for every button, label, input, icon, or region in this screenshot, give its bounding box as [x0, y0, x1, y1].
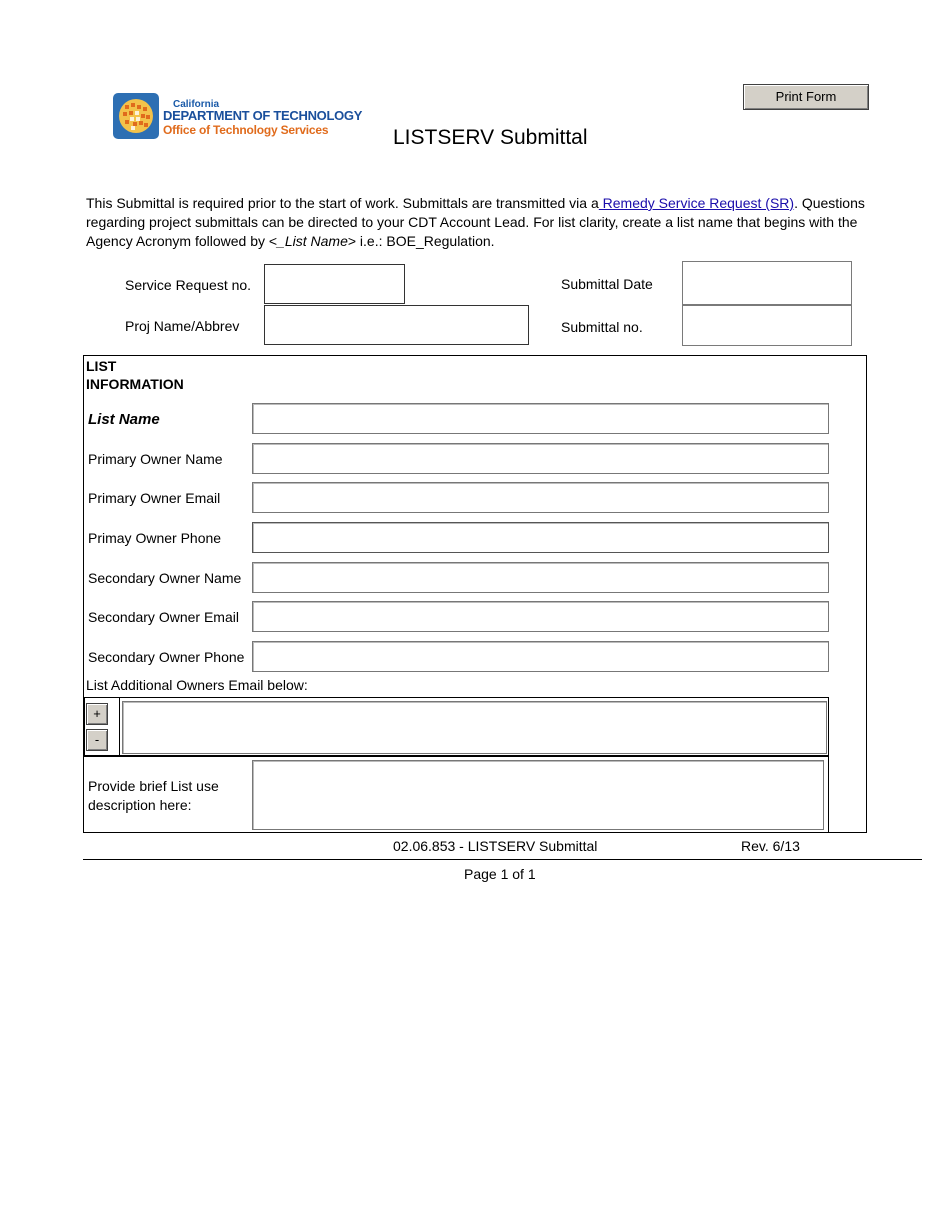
list-name-label: List Name — [88, 411, 160, 428]
print-form-button[interactable]: Print Form — [743, 84, 869, 110]
proj-name-input[interactable] — [264, 305, 529, 345]
proj-name-label: Proj Name/Abbrev — [125, 318, 240, 334]
submittal-date-label: Submittal Date — [561, 276, 653, 292]
secondary-owner-email-label: Secondary Owner Email — [88, 609, 239, 625]
secondary-owner-phone-input[interactable] — [252, 641, 829, 672]
intro-paragraph — [86, 194, 906, 251]
description-label: Provide brief List use description here: — [88, 778, 219, 813]
submittal-no-label: Submittal no. — [561, 319, 643, 335]
footer-divider — [83, 859, 922, 860]
logo-office-text: Office of Technology Services — [163, 123, 329, 137]
service-request-input[interactable] — [264, 264, 405, 304]
intro-text-1: This Submittal is required prior to the start of work. Submittals are transmitted via a — [86, 195, 599, 211]
remove-owner-button[interactable]: - — [86, 729, 108, 751]
logo-state-text: California — [173, 99, 220, 110]
intro-text-2: . Questions regarding project submittals can be directed to your CDT Account Lead. For list clarity, create a list name that begins with the Agency Acronym followed by < — [86, 195, 865, 249]
additional-owners-input[interactable] — [122, 701, 827, 754]
revision: Rev. 6/13 — [741, 838, 800, 854]
primary-owner-phone-input[interactable] — [252, 522, 829, 553]
primary-owner-name-label: Primary Owner Name — [88, 451, 223, 467]
submittal-date-input[interactable] — [682, 261, 852, 305]
cdt-logo-mark-icon — [113, 93, 159, 139]
primary-owner-email-input[interactable] — [252, 482, 829, 513]
secondary-owner-name-input[interactable] — [252, 562, 829, 593]
secondary-owner-phone-label: Secondary Owner Phone — [88, 649, 245, 665]
page-number: Page 1 of 1 — [464, 866, 536, 882]
list-information-title: LIST INFORMATION — [86, 358, 184, 392]
service-request-label: Service Request no. — [125, 277, 252, 293]
remedy-service-request-link[interactable]: Remedy Service Request (SR) — [598, 195, 795, 211]
secondary-owner-email-input[interactable] — [252, 601, 829, 632]
submittal-no-input[interactable] — [682, 305, 852, 346]
additional-owners-label: List Additional Owners Email below: — [86, 677, 308, 693]
page-title: LISTSERV Submittal — [393, 126, 588, 149]
description-input[interactable] — [252, 760, 824, 830]
list-name-input[interactable] — [252, 403, 829, 434]
cdt-logo — [113, 93, 363, 141]
logo-department-text: DEPARTMENT OF TECHNOLOGY — [163, 108, 363, 123]
add-owner-button[interactable]: + — [86, 703, 108, 725]
secondary-owner-name-label: Secondary Owner Name — [88, 570, 242, 586]
primary-owner-name-input[interactable] — [252, 443, 829, 474]
intro-italic-list-name: _List Name — [277, 233, 348, 249]
form-code: 02.06.853 - LISTSERV Submittal — [393, 838, 598, 854]
intro-text-3: > i.e.: BOE_Regulation. — [347, 233, 495, 249]
primary-owner-email-label: Primary Owner Email — [88, 490, 221, 506]
primary-owner-phone-label: Primay Owner Phone — [88, 530, 222, 546]
